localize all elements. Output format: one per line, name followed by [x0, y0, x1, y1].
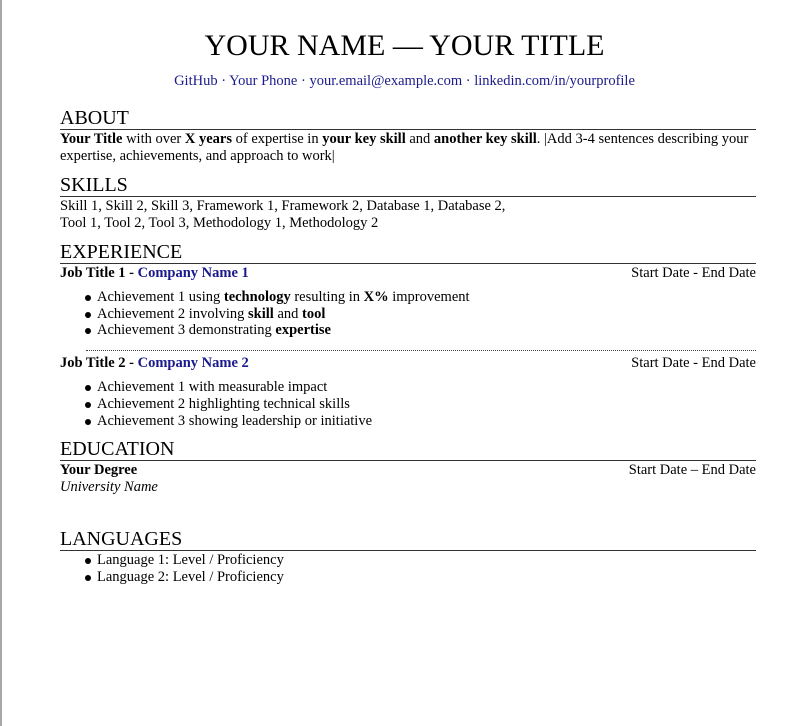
skills-line: Tool 1, Tool 2, Tool 3, Methodology 1, Methodology 2 [60, 215, 379, 231]
company-name: Company Name 2 [137, 355, 249, 372]
phone-link[interactable]: Your Phone [229, 73, 298, 89]
university: University Name [60, 479, 158, 495]
job-dates: Start Date - End Date [631, 265, 756, 281]
bullet-item: Achievement 2 involving skill and tool [97, 306, 756, 323]
about-text: Your Title with over X years of expertise in your key skill and another key skill. |Add 3-4 sentences describing your expertise, achievements, and approach to work| [60, 131, 749, 164]
languages-heading: LANGUAGES [60, 528, 756, 551]
language-item: Language 1: Level / Proficiency [97, 552, 756, 569]
github-link[interactable]: GitHub [174, 73, 218, 89]
experience-section [60, 241, 756, 429]
skills-line: Skill 1, Skill 2, Skill 3, Framework 1, Framework 2, Database 1, Database 2, [60, 198, 506, 214]
company-name: Company Name 1 [137, 265, 249, 281]
bullet-item: Achievement 2 highlighting technical skills [97, 396, 756, 413]
job-dates: Start Date - End Date [631, 355, 756, 372]
linkedin-link[interactable]: linkedin.com/in/yourprofile [474, 73, 635, 89]
bullet-item: Achievement 3 showing leadership or initiative [97, 413, 756, 430]
languages-list [60, 552, 756, 585]
bullet-item: Achievement 1 with measurable impact [97, 379, 756, 396]
about-section [60, 107, 756, 165]
job-title: Job Title 1 - [60, 265, 138, 281]
education-section [60, 438, 756, 496]
job-header [60, 355, 756, 372]
degree: Your Degree [60, 462, 138, 478]
about-heading: ABOUT [60, 107, 756, 130]
job-bullets [60, 289, 756, 339]
job-bullets [60, 379, 756, 429]
viewer-edge [0, 0, 2, 726]
experience-heading: EXPERIENCE [60, 241, 756, 264]
skills-section [60, 174, 756, 232]
languages-section [60, 528, 756, 585]
education-heading: EDUCATION [60, 438, 756, 461]
language-item: Language 2: Level / Proficiency [97, 569, 756, 586]
resume-title: YOUR NAME — YOUR TITLE [204, 29, 605, 62]
bullet-item: Achievement 1 using technology resulting in X% improvement [97, 289, 756, 306]
email-link[interactable]: your.email@example.com [309, 73, 463, 89]
job-title: Job Title 2 - [60, 355, 138, 372]
contact-line: GitHub · Your Phone · your.email@example.com · linkedin.com/in/yourprofile [174, 73, 635, 89]
job-divider [86, 350, 756, 351]
skills-heading: SKILLS [60, 174, 756, 197]
bullet-item: Achievement 3 demonstrating expertise [97, 322, 756, 339]
job-header [60, 265, 756, 282]
education-dates: Start Date – End Date [628, 462, 756, 478]
